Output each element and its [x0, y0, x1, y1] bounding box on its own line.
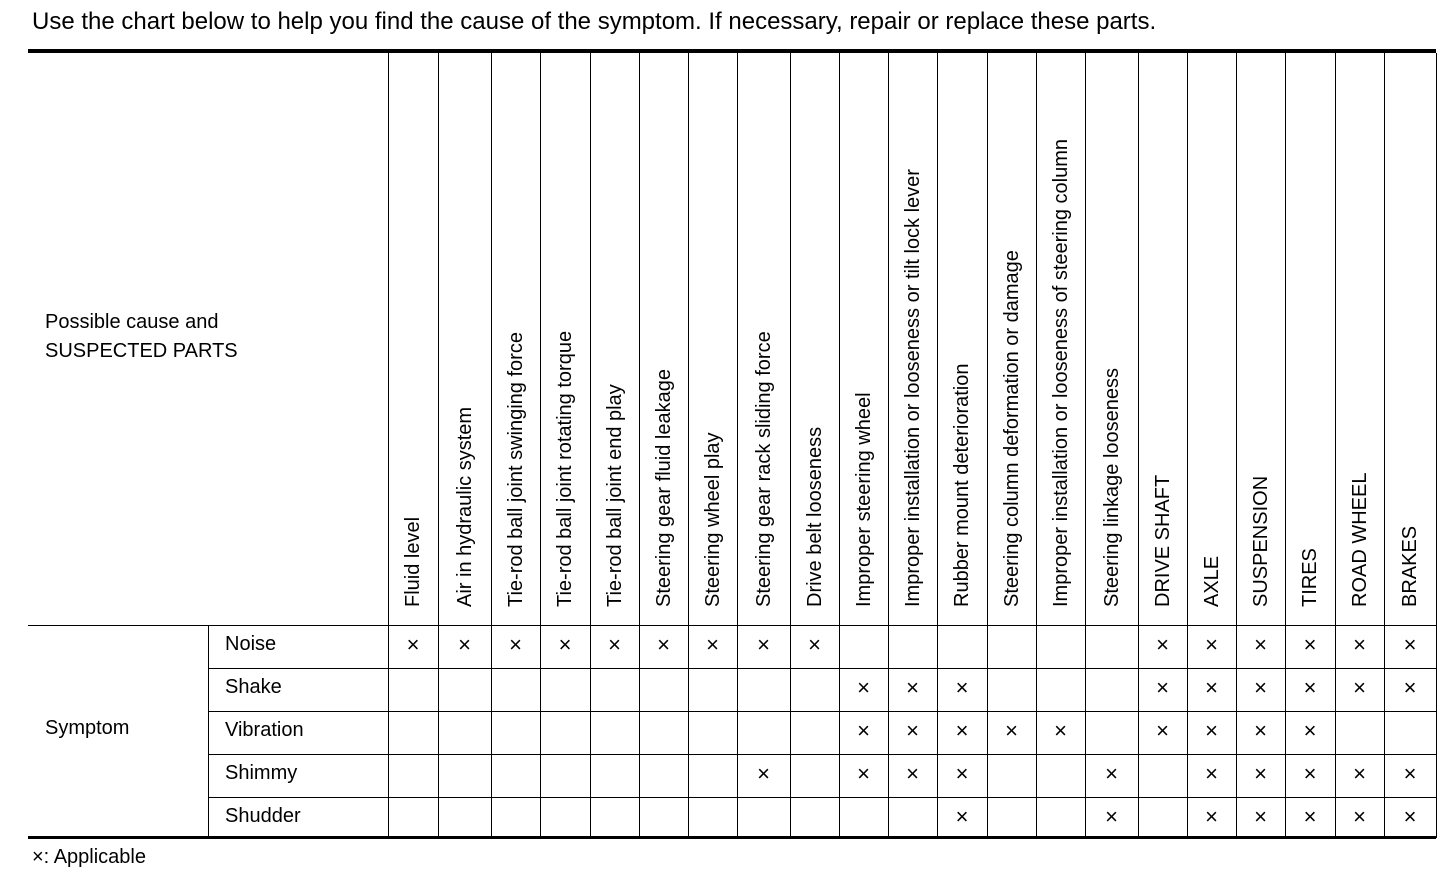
column-header-0: Fluid level	[402, 516, 424, 607]
applicable-mark: ×	[1303, 718, 1317, 743]
applicable-mark: ×	[1205, 675, 1218, 700]
column-divider	[987, 53, 988, 838]
possible-cause-line1: Possible cause and	[45, 311, 219, 333]
applicable-mark: ×	[857, 718, 870, 743]
applicable-mark: ×	[1303, 804, 1317, 829]
row-divider	[208, 668, 1436, 669]
column-divider	[937, 53, 938, 838]
table-bottom-rule	[28, 836, 1436, 839]
applicable-mark: ×	[1254, 675, 1267, 700]
applicable-mark: ×	[1205, 761, 1218, 786]
suspected-parts-line2: SUSPECTED PARTS	[45, 340, 238, 362]
applicable-mark: ×	[955, 718, 969, 743]
column-header-7: Steering gear rack sliding force	[752, 331, 775, 607]
column-header-17: SUSPENSION	[1249, 475, 1272, 607]
row-divider	[208, 711, 1436, 712]
column-divider	[1285, 53, 1286, 838]
column-header-4: Tie-rod ball joint end play	[603, 384, 626, 607]
applicable-mark: ×	[1403, 761, 1417, 786]
row-label-shimmy: Shimmy	[225, 762, 298, 784]
column-header-9: Improper steering wheel	[852, 392, 875, 607]
column-divider	[1036, 53, 1037, 838]
column-divider	[438, 53, 439, 838]
applicable-mark: ×	[1156, 632, 1169, 657]
applicable-mark: ×	[955, 675, 969, 700]
row-label-vibration: Vibration	[225, 719, 304, 741]
column-divider	[1085, 53, 1086, 838]
column-header-18: TIRES	[1299, 548, 1321, 607]
applicable-mark: ×	[1205, 632, 1218, 657]
applicable-mark: ×	[1254, 632, 1267, 657]
applicable-mark: ×	[1054, 718, 1067, 743]
column-divider	[388, 53, 389, 838]
applicable-mark: ×	[906, 675, 919, 700]
column-divider	[1138, 53, 1139, 838]
column-divider	[491, 53, 492, 838]
column-header-6: Steering wheel play	[701, 432, 724, 607]
applicable-mark: ×	[1353, 675, 1366, 700]
column-header-11: Rubber mount deterioration	[951, 363, 973, 607]
applicable-mark: ×	[1105, 761, 1118, 786]
column-header-19: ROAD WHEEL	[1348, 472, 1371, 607]
applicable-mark: ×	[1105, 804, 1118, 829]
column-header-14: Steering linkage looseness	[1100, 367, 1123, 607]
applicable-mark: ×	[1403, 675, 1417, 700]
applicable-mark: ×	[608, 632, 621, 657]
legend: ×: Applicable	[32, 846, 146, 868]
column-header-10: Improper installation or looseness or tilt lock lever	[901, 169, 924, 607]
applicable-mark: ×	[1156, 675, 1169, 700]
applicable-mark: ×	[1353, 761, 1366, 786]
applicable-mark: ×	[706, 632, 719, 657]
row-divider	[208, 754, 1436, 755]
column-header-15: DRIVE SHAFT	[1151, 474, 1174, 607]
applicable-mark: ×	[1254, 761, 1267, 786]
applicable-mark: ×	[1205, 718, 1218, 743]
applicable-mark: ×	[757, 761, 770, 786]
column-header-20: BRAKES	[1399, 525, 1421, 607]
applicable-mark: ×	[1205, 804, 1218, 829]
column-divider	[1384, 53, 1385, 838]
applicable-mark: ×	[1254, 804, 1267, 829]
column-divider	[639, 53, 640, 838]
column-divider	[1335, 53, 1336, 838]
applicable-mark: ×	[1303, 761, 1317, 786]
row-label-shake: Shake	[225, 676, 282, 698]
column-divider	[1236, 53, 1237, 838]
column-divider	[790, 53, 791, 838]
column-header-13: Improper installation or looseness of steering column	[1049, 138, 1072, 607]
applicable-mark: ×	[406, 632, 420, 657]
applicable-mark: ×	[808, 632, 821, 657]
column-header-2: Tie-rod ball joint swinging force	[504, 332, 527, 607]
column-header-8: Drive belt looseness	[803, 426, 826, 607]
applicable-mark: ×	[1156, 718, 1169, 743]
applicable-mark: ×	[1303, 632, 1317, 657]
column-divider	[839, 53, 840, 838]
column-divider	[888, 53, 889, 838]
column-divider	[688, 53, 689, 838]
applicable-mark: ×	[458, 632, 471, 657]
applicable-mark: ×	[1353, 632, 1366, 657]
intro-text: Use the chart below to help you find the cause of the symptom. If necessary, repair or replace these parts.	[32, 8, 1157, 35]
symptom-label: Symptom	[45, 717, 130, 739]
column-header-5: Steering gear fluid leakage	[652, 369, 675, 607]
row-label-shudder: Shudder	[225, 805, 301, 827]
column-header-16: AXLE	[1200, 555, 1223, 607]
applicable-mark: ×	[1005, 718, 1018, 743]
applicable-mark: ×	[857, 761, 870, 786]
symptom-divider	[208, 625, 209, 838]
applicable-mark: ×	[1303, 675, 1317, 700]
applicable-mark: ×	[1353, 804, 1366, 829]
column-divider	[737, 53, 738, 838]
applicable-mark: ×	[857, 675, 870, 700]
column-divider	[590, 53, 591, 838]
column-divider	[540, 53, 541, 838]
applicable-mark: ×	[955, 804, 969, 829]
applicable-mark: ×	[1403, 804, 1417, 829]
applicable-mark: ×	[955, 761, 969, 786]
column-header-1: Air in hydraulic system	[453, 406, 476, 607]
applicable-mark: ×	[1254, 718, 1267, 743]
applicable-mark: ×	[657, 632, 670, 657]
applicable-mark: ×	[509, 632, 522, 657]
column-header-3: Tie-rod ball joint rotating torque	[554, 330, 576, 607]
applicable-mark: ×	[757, 632, 770, 657]
applicable-mark: ×	[558, 632, 572, 657]
column-divider	[1187, 53, 1188, 838]
column-header-12: Steering column deformation or damage	[1000, 250, 1023, 607]
possible-cause-header	[45, 308, 238, 366]
applicable-mark: ×	[906, 761, 919, 786]
table-top-rule	[28, 49, 1436, 53]
row-divider	[208, 797, 1436, 798]
applicable-mark: ×	[906, 718, 919, 743]
column-divider	[1436, 53, 1437, 838]
row-label-noise: Noise	[225, 633, 277, 655]
applicable-mark: ×	[1403, 632, 1417, 657]
header-bottom-rule	[28, 625, 1436, 626]
